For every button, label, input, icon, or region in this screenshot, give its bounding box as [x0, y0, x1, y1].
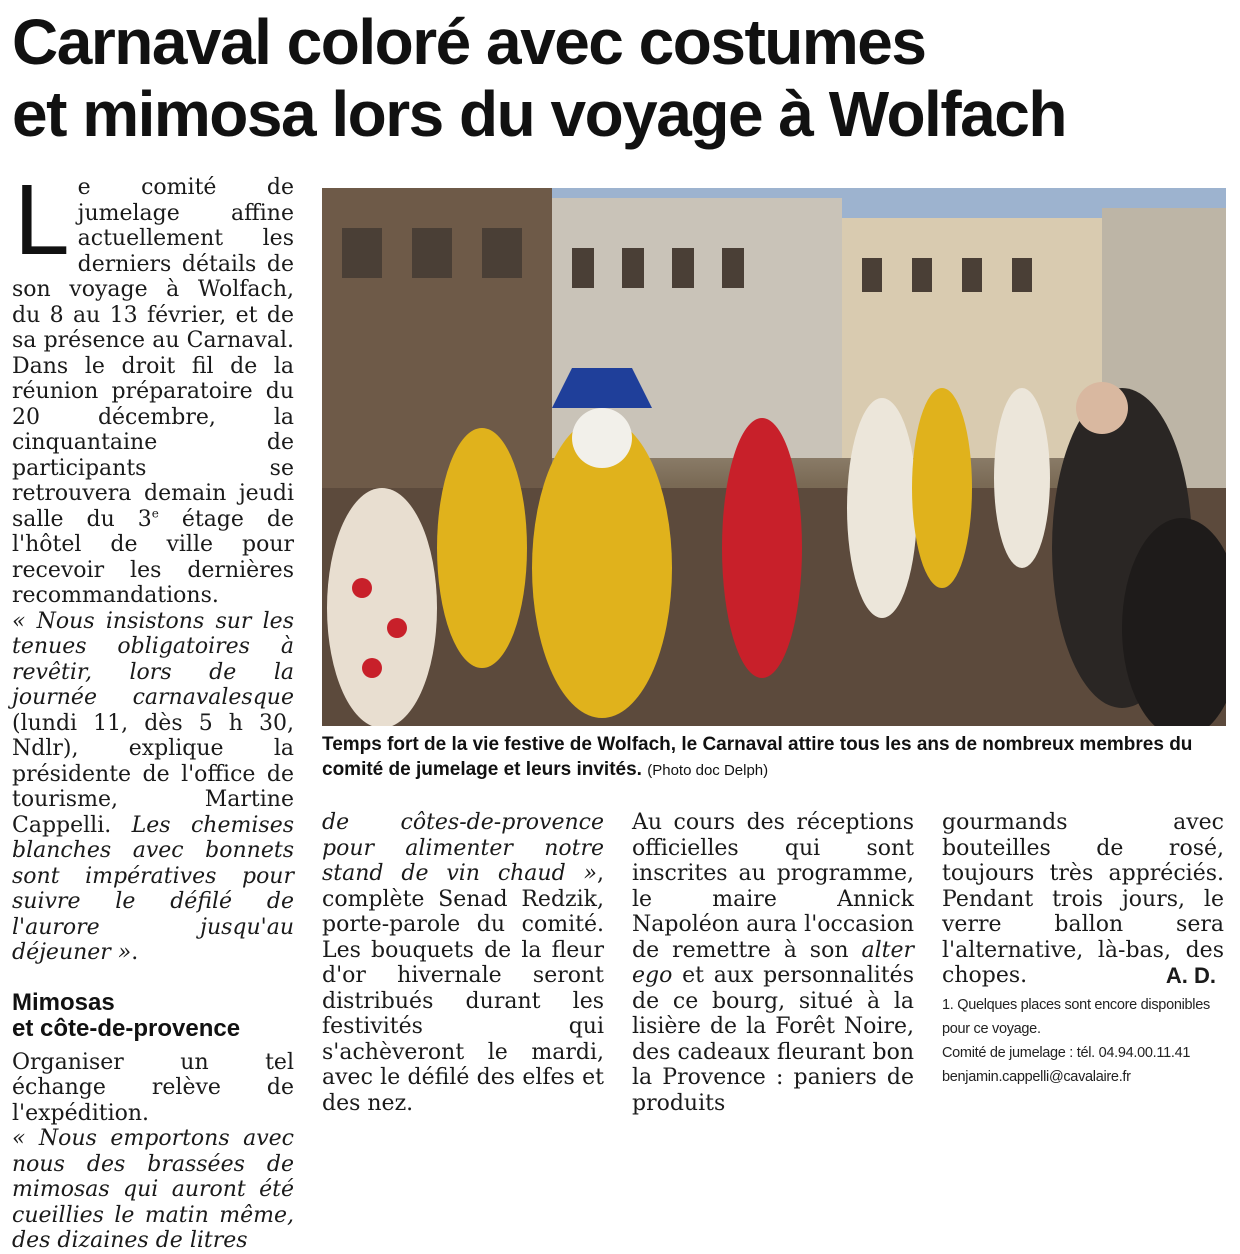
- article-paragraph-1: [12, 164, 295, 609]
- photo-caption: [322, 732, 1226, 783]
- article-paragraph-7: [942, 810, 1224, 989]
- article-paragraph-2: [12, 609, 294, 966]
- paragraph-6-end: et aux personnalités de ce bourg, situé à la lisière de la Forêt Noire, des cadeaux fleurant bon la Provence : paniers de produits: [632, 963, 914, 1116]
- article-paragraph-5: [322, 810, 604, 1116]
- paragraph-7-text: gourmands avec bouteilles de rosé, toujours très appréciés. Pendant trois jours, le verre ballon sera l'alternative, là-bas, des chopes.: [942, 810, 1224, 988]
- quote-attribution: (lundi 11, dès 5 h 30, Ndlr), explique la présidente de l'office de tourisme, Martine Cappelli.: [12, 710, 294, 838]
- paragraph-6-start: Au cours des réceptions officielles qui sont inscrites au programme, le maire Annick Napoléon aura l'occasion de remettre à son: [632, 810, 914, 963]
- paragraph-1-text: e comité de jumelage affine actuellement les derniers détails de son voyage à Wolfach, du 8 au 13 février, et de sa présence au Carnaval. Dans le droit fil de la réunion préparatoire du 20 décembre, la cinquantaine de participants se retrouvera demain jeudi salle du 3: [12, 175, 294, 532]
- article-paragraph-3: Organiser un tel échange relève de l'expédition.: [12, 1049, 294, 1126]
- author-signature: A. D.: [1165, 963, 1216, 988]
- footnote-line-1: 1. Quelques places sont encore disponibles: [942, 996, 1210, 1013]
- footnote-line-3: Comité de jumelage : tél. 04.94.00.11.41: [942, 1044, 1191, 1061]
- article-column-4: [942, 810, 1224, 1089]
- carnival-photo: [322, 188, 1226, 726]
- quote-mimosas: « Nous emportons avec nous des brassées de mimosas qui auront été cueillies le matin même, des dizaines de litres: [12, 1126, 294, 1253]
- quote-chemises: Les chemises blanches avec bonnets sont impératives pour suivre le défilé de l'aurore jusqu'au déjeuner »: [12, 812, 294, 965]
- article-column-1: [12, 164, 295, 1254]
- article-column-2: [322, 810, 604, 1116]
- alter-ego: alter ego: [632, 937, 914, 988]
- subhead: [12, 990, 294, 1042]
- article-paragraph-6: [632, 810, 914, 1116]
- quote-cotes-de-provence: de côtes-de-provence pour alimenter notre stand de vin chaud »: [322, 810, 604, 886]
- footnote-line-4: benjamin.cappelli@cavalaire.fr: [942, 1068, 1131, 1085]
- carnival-photo-illustration: [322, 188, 1226, 726]
- paragraph-2-end: .: [131, 940, 139, 965]
- headline: [12, 6, 1232, 150]
- quote-tenues: « Nous insistons sur les tenues obligatoires à revêtir, lors de la journée carnavalesque: [12, 608, 294, 710]
- photo-credit: (Photo doc Delph): [647, 762, 769, 779]
- subhead-line-2: et côte-de-provence: [12, 1014, 241, 1042]
- footnote: [942, 993, 1224, 1089]
- footnote-line-2: pour ce voyage.: [942, 1020, 1041, 1037]
- paragraph-5-text: , complète Senad Redzik, porte-parole du comité. Les bouquets de la fleur d'or hivernale seront distribués durant les festivités qui s'achèveront le mardi, avec le défilé des elfes et des nez.: [322, 861, 604, 1116]
- paragraph-1-end: étage de l'hôtel de ville pour recevoir les dernières recommandations.: [12, 506, 295, 608]
- article-column-3: [632, 810, 914, 1116]
- headline-line-2: et mimosa lors du voyage à Wolfach: [12, 78, 1066, 150]
- caption-text: Temps fort de la vie festive de Wolfach, le Carnaval attire tous les ans de nombreux membres du comité de jumelage et leurs invités.: [322, 734, 1193, 780]
- article-paragraph-4: [12, 1126, 294, 1254]
- dropcap-letter: L: [14, 164, 70, 276]
- superscript-e: e: [151, 506, 159, 521]
- subhead-line-1: Mimosas: [12, 988, 115, 1016]
- headline-line-1: Carnaval coloré avec costumes: [12, 6, 926, 78]
